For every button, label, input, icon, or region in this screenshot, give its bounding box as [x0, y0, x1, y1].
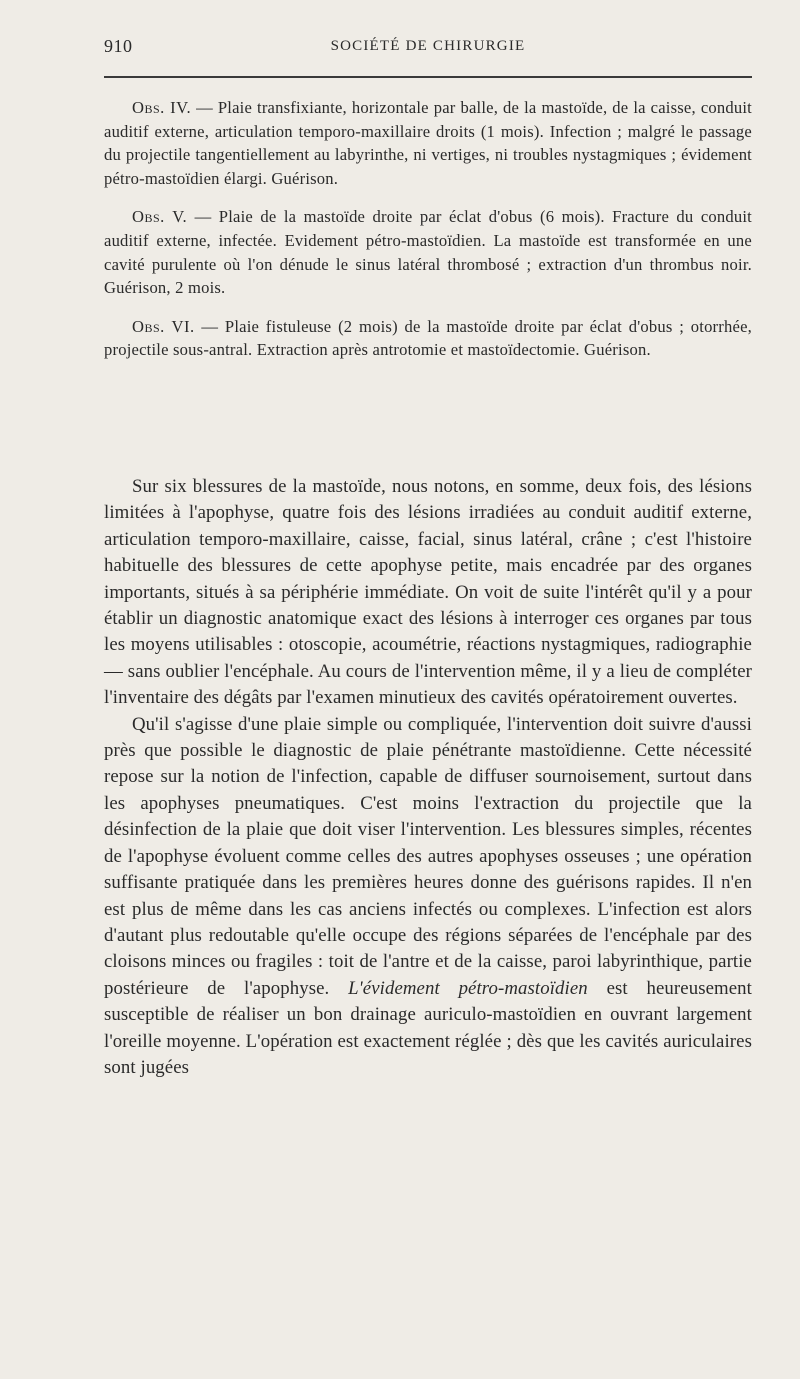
observations-section [104, 96, 752, 377]
observation-text: — Plaie de la mastoïde droite par éclat d'obus (6 mois). Fracture du conduit auditif externe, infectée. Evidement pétro-mastoïdien. La mastoïde est transformée en une cavité purulente où l'on dénude le sinus latéral thrombosé ; extraction d'un thrombus noir. Guérison, 2 mois. [104, 207, 752, 298]
main-text [104, 474, 752, 1081]
page-header [104, 36, 752, 62]
observation-text: — Plaie transfixiante, horizontale par balle, de la mastoïde, de la caisse, conduit auditif externe, articulation temporo-maxillaire droits (1 mois). Infection ; malgré le passage du projectile tangentiellement au labyrinthe, ni vertiges, ni troubles nystagmiques ; évidement pétro-mastoïdien élargi. Guérison. [104, 98, 752, 188]
body-paragraph: Sur six blessures de la mastoïde, nous notons, en somme, deux fois, des lésions limitées à l'apophyse, quatre fois des lésions irradiées au conduit auditif externe, articulation temporo-maxillaire, caisse, facial, sinus latéral, crâne ; c'est l'histoire habituelle des blessures de cette apophyse petite, mais encadrée par des organes importants, situés à sa périphérie immédiate. On voit de suite l'intérêt qu'il y a pour établir un diagnostic anatomique exact des lésions à interroger ces organes par tous les moyens utilisables : otoscopie, acoumétrie, réactions nystagmiques, radiographie — sans oublier l'encéphale. Au cours de l'intervention même, il y a lieu de compléter l'inventaire des dégâts par l'examen minutieux des cavités opératoirement ouvertes. [104, 476, 752, 709]
observation-text: — Plaie fistuleuse (2 mois) de la mastoïde droite par éclat d'obus ; otorrhée, projectile sous-antral. Extraction après antrotomie et mastoïdectomie. Guérison. [104, 316, 752, 360]
observation-paragraph [104, 96, 752, 190]
body-text: Qu'il s'agisse d'une plaie simple ou compliquée, l'intervention doit suivre d'aussi près que possible le diagnostic de plaie pénétrante mastoïdienne. Cette nécessité repose sur la notion de l'infection, capable de diffuser sournoisement, surtout dans les apophyses pneumatiques. C'est moins l'extraction du projectile que la désinfection de la plaie que doit viser l'intervention. Les blessures simples, récentes de l'apophyse évoluent comme celles des autres apophyses osseuses ; une opération suffisante pratiquée dans les premières heures donne des guérisons rapides. Il n'en est plus de même dans les cas anciens infectés ou complexes. L'infection est alors d'autant plus redoutable qu'elle occupe des régions séparées de l'encéphale par des cloisons minces ou fragiles : toit de l'antre et de la caisse, paroi labyrinthique, partie postérieure de l'apophyse. [104, 713, 752, 999]
observation-paragraph [104, 315, 752, 362]
observation-label: Obs. VI. [132, 316, 195, 336]
observation-label: Obs. IV. [132, 98, 192, 117]
observation-label: Obs. V. [132, 207, 188, 227]
header-rule [104, 76, 752, 78]
running-title: SOCIÉTÉ DE CHIRURGIE [330, 38, 526, 54]
observation-paragraph [104, 205, 752, 299]
body-paragraph [104, 712, 752, 1082]
italic-term: L'évidement pétro-mastoïdien [348, 977, 588, 999]
page-number: 910 [104, 36, 133, 56]
body-text: est heureusement susceptible de réaliser un bon drainage auriculo-mastoïdien en ouvrant largement l'oreille moyenne. L'opération est exactement réglée ; dès que les cavités auriculaires sont jugées [104, 977, 752, 1078]
